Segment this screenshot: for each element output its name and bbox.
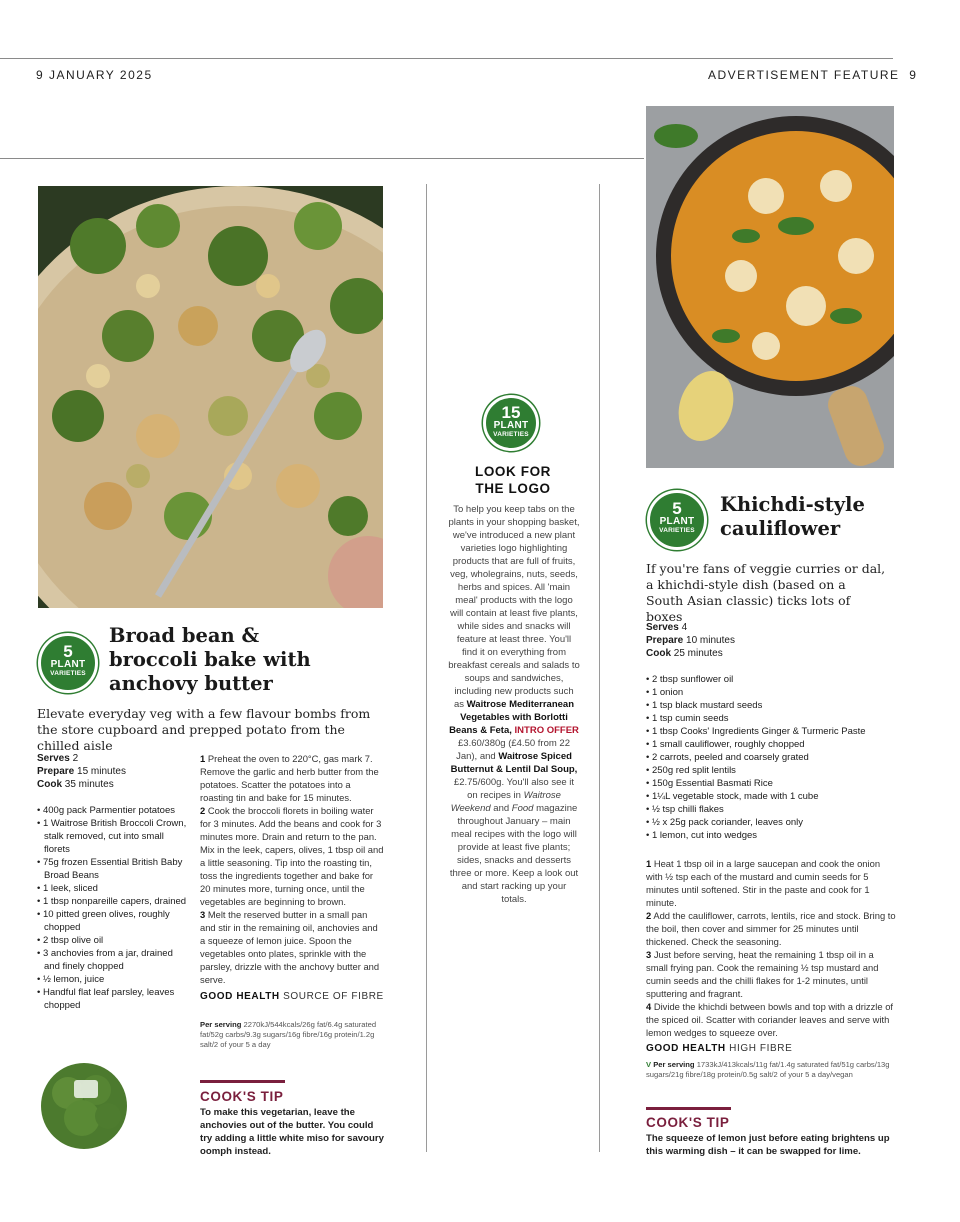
per-serving-text: 2270kJ/544kcals/26g fat/6.4g saturated fat/52g carbs/9.3g sugars/16g fibre/16g protein/1.2g salt/2 of your 5 a day	[200, 1020, 377, 1049]
list-item: • 10 pitted green olives, roughly chopped	[37, 908, 187, 934]
badge-number: 5	[672, 499, 682, 518]
page-number: 9	[909, 68, 918, 82]
title-line: broccoli bake with	[109, 648, 311, 671]
magazine-name: Waitrose Weekend	[450, 790, 561, 814]
title-line: Broad bean &	[109, 624, 260, 647]
cook-label: Cook	[646, 648, 671, 659]
per-serving-text: 1733kJ/413kcals/11g fat/1.4g saturated fat/51g carbs/13g sugars/21g fibre/18g protein/0.5g salt/2 of your 5 a day/vegan	[646, 1060, 890, 1079]
list-item: • 1 tsp black mustard seeds	[646, 699, 896, 712]
sidebar-text: To help you keep tabs on the plants in your shopping basket, we've introduced a new plant varieties logo highlighting products that are full of fruits, veg, wholegrains, nuts, seeds, herbs and spices. All 'main meal' products with the logo will contain at least five plants, while sides and snacks will feature at least three. You'll find it on everything from breakfast cereals and salads to soups and sandwiches, including new products such as	[448, 504, 580, 710]
method-step	[646, 909, 896, 948]
badge-number: 15	[501, 403, 521, 422]
khichdi-photo	[646, 106, 894, 468]
good-health-label	[200, 990, 384, 1003]
step-number: 1	[200, 753, 206, 764]
step-text: Heat 1 tbsp oil in a large saucepan and cook the onion with ½ tsp each of the mustard and cumin seeds for 5 minutes until softened. Stir in the paste and cook for 1 minute.	[646, 858, 881, 908]
list-item: • 1¼L vegetable stock, made with 1 cube	[646, 790, 896, 803]
list-item: • 1 small cauliflower, roughly chopped	[646, 738, 896, 751]
cook-value: 35 minutes	[64, 779, 114, 790]
list-item: • 1 onion	[646, 686, 896, 699]
sidebar-text: and	[493, 803, 510, 814]
khichdi-illustration	[646, 106, 894, 468]
plant-varieties-badge-5-khichdi	[647, 490, 707, 550]
cooks-tip-heading-khichdi: COOK'S TIP	[646, 1115, 730, 1130]
issue-date: 9 JANUARY 2025	[36, 68, 153, 82]
health-label: GOOD HEALTH	[646, 1043, 726, 1054]
method-steps	[200, 752, 384, 986]
list-item: • 2 tbsp olive oil	[37, 934, 187, 947]
product-price: £3.60/380g (£4.50 from 22 Jan),	[456, 738, 570, 762]
prepare-line	[646, 634, 846, 647]
recipe-intro: Elevate everyday veg with a few flavour bombs from the store cupboard and prepped potato from the chilled aisle	[37, 706, 371, 753]
recipe-title-khichdi	[720, 493, 865, 541]
step-text: Add the cauliflower, carrots, lentils, rice and stock. Bring to the boil, then cover and simmer for 25 minutes until thickened. Check the seasoning.	[646, 910, 896, 947]
badge-sub: VARIETIES	[50, 670, 86, 677]
cooks-tip-text-khichdi: The squeeze of lemon just before eating brightens up this warming dish – it can be swapped for lime.	[646, 1133, 890, 1157]
step-text: Melt the reserved butter in a small pan and stir in the remaining oil, anchovies and a squeeze of lemon juice. Spoon the vegetables onto plates, sprinkle with the parsley, drizzle with the anchovy butter and serve.	[200, 909, 380, 985]
method-steps-khichdi	[646, 857, 896, 1039]
method-step	[646, 948, 896, 1000]
prepare-line	[37, 765, 187, 778]
column-divider-right	[599, 184, 600, 1152]
per-serving-label: Per serving	[200, 1020, 242, 1029]
serves-line	[646, 621, 846, 634]
step-text: Preheat the oven to 220°C, gas mark 7. Remove the garlic and herb butter from the potatoes. Scatter the potatoes into a roasting tin and bake for 15 minutes.	[200, 753, 379, 803]
good-health-label-khichdi	[646, 1043, 792, 1054]
badge-word: PLANT	[659, 516, 695, 527]
list-item: • 2 carrots, peeled and coarsely grated	[646, 751, 896, 764]
recipe-meta-khichdi	[646, 621, 846, 660]
step-text: Just before serving, heat the remaining 1 tbsp oil in a small frying pan. Cook the remaining ½ tsp mustard and cumin seeds and the chilli flakes for 1-2 minutes, until sputtering and fragrant.	[646, 949, 879, 999]
step-number: 1	[646, 858, 652, 869]
list-item: • ½ tsp chilli flakes	[646, 803, 896, 816]
cooks-tip-bar	[200, 1080, 285, 1083]
list-item: • 400g pack Parmentier potatoes	[37, 804, 187, 817]
nutrition-per-serving	[200, 1020, 386, 1050]
heading-line: THE LOGO	[475, 481, 551, 496]
sidebar-body	[448, 503, 580, 906]
list-item: • 3 anchovies from a jar, drained and finely chopped	[37, 947, 187, 973]
cook-line	[37, 778, 187, 791]
cooks-tip-text: To make this vegetarian, leave the anchovies out of the butter. You could try adding a little white miso for savoury oomph instead.	[200, 1107, 384, 1157]
method-step	[200, 804, 384, 908]
prepare-label: Prepare	[37, 766, 75, 777]
list-item: • 1 leek, sliced	[37, 882, 187, 895]
list-item: • 1 Waitrose British Broccoli Crown, stalk removed, cut into small florets	[37, 817, 187, 856]
step-text: Divide the khichdi between bowls and top with a drizzle of the spiced oil. Scatter with coriander leaves and serve with lemon wedges to squeeze over.	[646, 1001, 894, 1038]
step-text: Cook the broccoli florets in boiling water for 3 minutes. Add the beans and cook for 3 minutes more. Drain and return to the pan. Mix in the leek, capers, olives, 1 tbsp oil and a little seasoning. Tip into the roasting tin, toss the ingredients together and bake for 20 minutes more, turning once, until the vegetables are beginning to brown.	[200, 805, 384, 907]
cook-label: Cook	[37, 779, 62, 790]
column-divider-left	[426, 184, 427, 1152]
method-step	[200, 752, 384, 804]
title-line: Khichdi-style	[720, 493, 865, 516]
ingredients-list	[37, 804, 187, 1012]
sidebar-text: and	[479, 751, 496, 762]
sidebar-text: magazine throughout January – main meal recipes with the logo will provide at least five plants; sides, snacks and desserts three or more. Keep a look out and start racking up your totals.	[449, 803, 579, 905]
cook-line	[646, 647, 846, 660]
title-line: anchovy butter	[109, 672, 273, 695]
nutrition-per-serving-khichdi	[646, 1060, 896, 1080]
intro-offer-badge: INTRO OFFER	[514, 725, 579, 736]
list-item: • 75g frozen Essential British Baby Broad Beans	[37, 856, 187, 882]
vegan-mark: V	[646, 1060, 652, 1069]
look-for-logo-heading	[440, 463, 586, 497]
serves-value: 2	[72, 753, 79, 764]
prepare-label: Prepare	[646, 635, 684, 646]
header-top-rule	[0, 58, 893, 59]
list-item: • ½ lemon, juice	[37, 973, 187, 986]
list-item: • 1 tbsp nonpareille capers, drained	[37, 895, 187, 908]
feature-label	[708, 68, 917, 82]
magazine-name: Food	[511, 803, 534, 814]
broccoli-illustration	[38, 1058, 130, 1154]
badge-sub: VARIETIES	[493, 431, 529, 438]
section-rule	[0, 158, 644, 159]
recipe-meta	[37, 752, 187, 791]
plant-varieties-badge-5	[38, 633, 98, 693]
badge-word: PLANT	[493, 420, 529, 431]
list-item: • 1 tbsp Cooks' Ingredients Ginger & Turmeric Paste	[646, 725, 896, 738]
badge-sub: VARIETIES	[659, 527, 695, 534]
step-number: 3	[200, 909, 206, 920]
step-number: 2	[200, 805, 206, 816]
step-number: 4	[646, 1001, 652, 1012]
prepare-value: 10 minutes	[686, 635, 735, 646]
cooks-tip-bar-khichdi	[646, 1107, 731, 1110]
product-name: Waitrose Spiced Butternut & Lentil Dal Soup,	[450, 751, 578, 775]
serves-label: Serves	[646, 622, 679, 633]
step-number: 2	[646, 910, 652, 921]
badge-number: 5	[63, 642, 73, 661]
list-item: • 250g red split lentils	[646, 764, 896, 777]
product-price: £2.75/600g. You'll also see it on recipes in	[453, 777, 575, 801]
heading-line: LOOK FOR	[474, 464, 552, 479]
prepare-value: 15 minutes	[77, 766, 126, 777]
step-number: 3	[646, 949, 652, 960]
cooks-tip-heading: COOK'S TIP	[200, 1089, 284, 1104]
ingredients-list-khichdi	[646, 673, 896, 842]
list-item: • 1 tsp cumin seeds	[646, 712, 896, 725]
health-value: HIGH FIBRE	[729, 1043, 793, 1054]
list-item: • ½ x 25g pack coriander, leaves only	[646, 816, 896, 829]
broccoli-pack-photo	[38, 1058, 130, 1154]
list-item: • 1 lemon, cut into wedges	[646, 829, 896, 842]
per-serving-label: Per serving	[653, 1060, 695, 1069]
list-item: • 2 tbsp sunflower oil	[646, 673, 896, 686]
serves-label: Serves	[37, 753, 70, 764]
broccoli-bake-photo	[38, 186, 383, 608]
feature-text: ADVERTISEMENT FEATURE	[708, 68, 900, 82]
method-step	[200, 908, 384, 986]
recipe-intro-khichdi: If you're fans of veggie curries or dal, a khichdi-style dish (based on a South Asian classic) ticks lots of boxes	[646, 561, 886, 624]
list-item: • 150g Essential Basmati Rice	[646, 777, 896, 790]
method-step	[646, 857, 896, 909]
list-item: • Handful flat leaf parsley, leaves chopped	[37, 986, 187, 1012]
recipe-title-broad-bean	[109, 624, 311, 696]
cook-value: 25 minutes	[673, 648, 723, 659]
title-line: cauliflower	[720, 517, 841, 540]
product-name: Waitrose Mediterranean Vegetables with Borlotti Beans & Feta,	[449, 699, 575, 736]
serves-line	[37, 752, 187, 765]
health-value: SOURCE OF FIBRE	[283, 991, 384, 1002]
health-label: GOOD HEALTH	[200, 991, 280, 1002]
badge-word: PLANT	[50, 659, 86, 670]
serves-value: 4	[681, 622, 688, 633]
plant-varieties-badge-15	[483, 395, 539, 451]
method-step	[646, 1000, 896, 1039]
broccoli-bake-illustration	[38, 186, 383, 608]
